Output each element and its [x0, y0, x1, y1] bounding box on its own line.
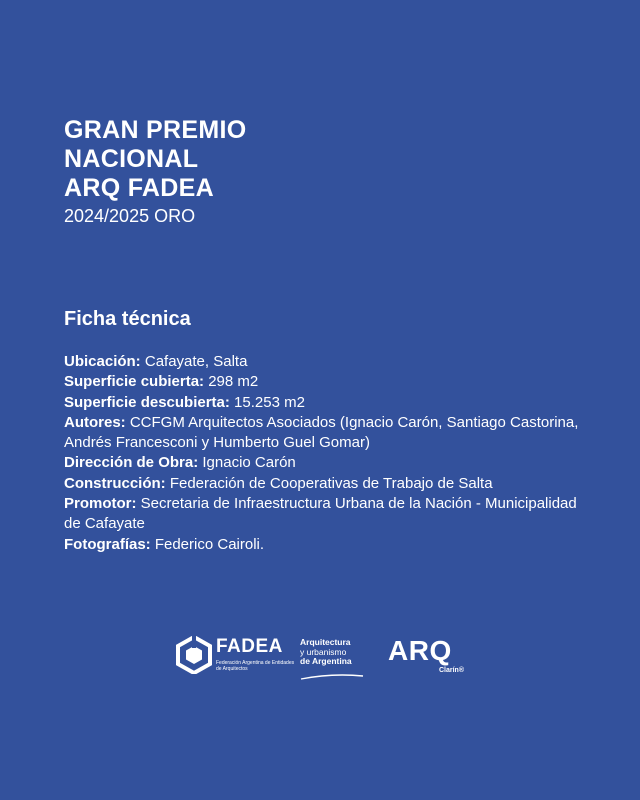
ficha-row-direccion — [64, 453, 584, 473]
ficha-row-fotografias — [64, 535, 584, 555]
title-block — [64, 116, 246, 228]
ficha-value: Secretaria de Infraestructura Urbana de la Nación - Municipalidad de Cafayate — [64, 495, 577, 533]
arquitectura-urbanismo-logo — [300, 638, 366, 682]
ficha-label: Dirección de Obra: — [64, 454, 199, 472]
ficha-row-superficie-descubierta — [64, 393, 584, 413]
ficha-value: CCFGM Arquitectos Asociados (Ignacio Carón, Santiago Castorina, Andrés Francesconi y Humberto Guel Gomar) — [64, 413, 579, 452]
ficha-label: Superficie descubierta: — [64, 393, 230, 411]
ficha-heading: Ficha técnica — [64, 308, 191, 330]
au-line-1: Arquitectura — [300, 637, 351, 647]
ficha-label: Promotor: — [64, 495, 137, 513]
ficha-list — [64, 352, 584, 555]
title-line-3: ARQ FADEA — [64, 174, 214, 202]
arq-wordmark: ARQ — [388, 635, 452, 666]
clarin-mark: Clarín® — [439, 667, 464, 674]
title-year: 2024/2025 ORO — [64, 206, 196, 226]
ficha-value: Federación de Cooperativas de Trabajo de Salta — [165, 474, 493, 492]
ficha-value: Federico Cairoli. — [150, 535, 265, 553]
ficha-row-ubicacion — [64, 352, 584, 372]
ficha-row-superficie-cubierta — [64, 372, 584, 392]
title-line-2: NACIONAL — [64, 145, 199, 173]
au-line-2: y urbanismo — [300, 646, 347, 657]
arq-clarin-logo — [388, 636, 468, 680]
ficha-row-promotor — [64, 494, 584, 535]
title-line-1: GRAN PREMIO — [64, 116, 247, 144]
ficha-label: Autores: — [64, 413, 126, 431]
ficha-label: Fotografías: — [64, 535, 151, 553]
ficha-value: Ignacio Carón — [198, 454, 296, 472]
au-line-3: de Argentina — [300, 656, 352, 666]
ficha-row-construccion — [64, 474, 584, 494]
ficha-label: Superficie cubierta: — [64, 373, 205, 391]
fadea-hexagon-icon — [176, 636, 212, 674]
ficha-value: Cafayate, Salta — [140, 353, 248, 370]
fadea-subtitle: Federación Argentina de Entidades de Arquitectos — [216, 660, 295, 672]
ficha-label: Ubicación: — [64, 353, 141, 370]
swoosh-icon — [300, 672, 364, 680]
fadea-logo — [176, 634, 295, 674]
logo-strip — [0, 630, 640, 690]
ficha-value: 298 m2 — [204, 373, 259, 391]
fadea-wordmark: FADEA — [216, 636, 283, 657]
ficha-row-autores — [64, 413, 584, 454]
ficha-label: Construcción: — [64, 474, 166, 492]
ficha-value: 15.253 m2 — [229, 393, 305, 411]
